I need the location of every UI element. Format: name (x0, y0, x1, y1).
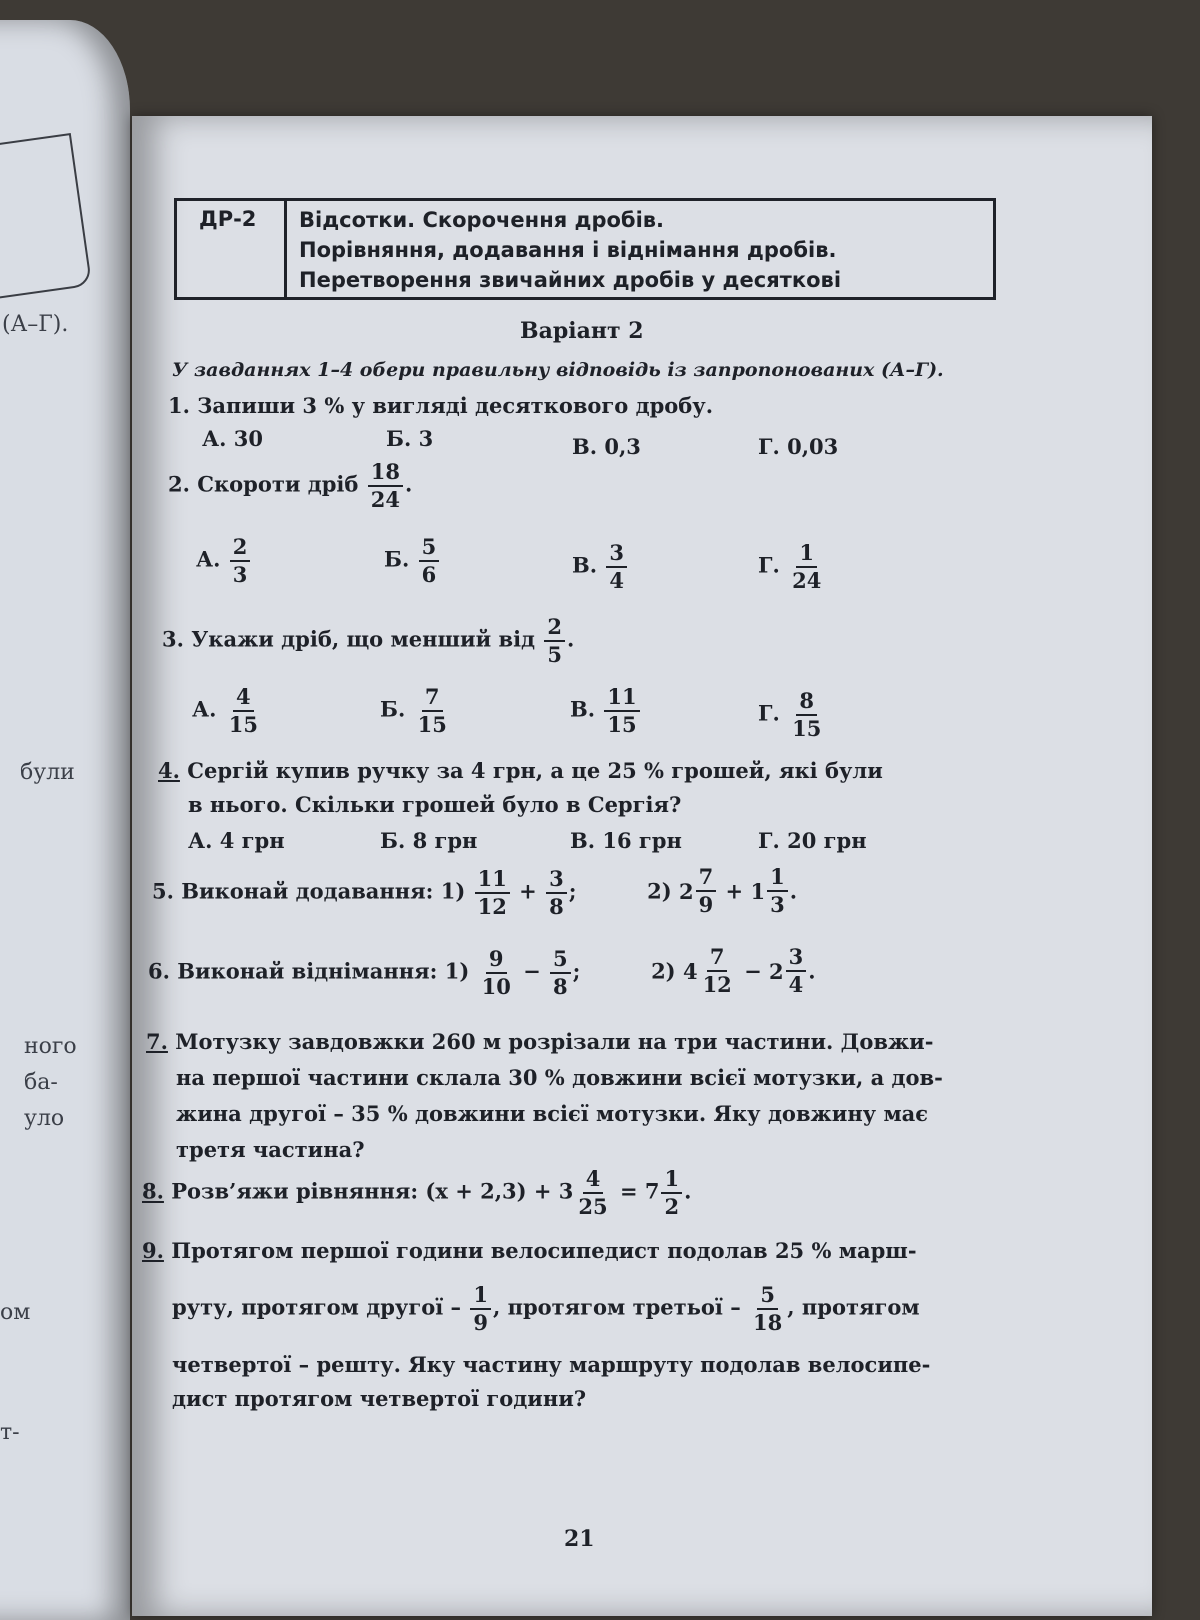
question-2-text: Скороти дріб (197, 471, 359, 497)
option-fraction (604, 686, 639, 736)
question-8-text: Розв’яжи рівняння: (171, 1178, 419, 1204)
q3-option-b (380, 686, 452, 736)
fraction-denominator: 15 (792, 716, 822, 742)
fraction-numerator: 4 (583, 1168, 604, 1194)
fraction (546, 868, 567, 918)
question-9-line-4: дист протягом четвертої години? (172, 1386, 587, 1411)
fraction-denominator: 5 (547, 642, 562, 668)
fraction-denominator: 15 (607, 712, 637, 738)
question-3-number: 3. (162, 626, 184, 652)
option-fraction (419, 536, 440, 586)
question-5 (152, 866, 797, 918)
question-3 (162, 616, 574, 666)
section-code: ДР-2 (177, 201, 287, 297)
separator: ; (572, 958, 581, 984)
fraction (786, 946, 807, 996)
question-4-line-1: Сергій купив ручку за 4 грн, а це 25 % грошей, які були (187, 758, 883, 783)
question-9-line-1 (142, 1238, 917, 1263)
question-1-text: Запиши 3 % у вигляді десяткового дробу. (197, 393, 714, 418)
question-8-expression: (x + 2,3) + 3 (425, 1178, 574, 1204)
whole-part: 2 (769, 958, 784, 984)
fraction-numerator: 2 (230, 536, 251, 562)
q3-option-d (758, 690, 826, 740)
workbook-page (132, 116, 1152, 1616)
fraction-denominator: 8 (553, 974, 568, 1000)
option-fraction (230, 536, 251, 586)
question-9-text-2a: руту, протягом другої – (172, 1294, 462, 1320)
fraction-denominator: 10 (481, 974, 511, 1000)
question-5-part-2: 2) (647, 878, 672, 904)
section-header (174, 198, 996, 300)
option-label: Г. (758, 700, 780, 726)
option-fraction (415, 686, 450, 736)
left-fragment-7: т- (0, 1420, 20, 1445)
fraction-numerator: 1 (661, 1168, 682, 1194)
question-6-part-1: 1) (444, 958, 470, 984)
option-label: Б. (384, 546, 410, 572)
question-7-line-2: на першої частини склала 30 % довжини всієї мотузки, а дов- (176, 1065, 943, 1090)
q4-option-a: А. 4 грн (188, 828, 285, 853)
question-9-text-1: Протягом першої години велосипедист подолав 25 % марш- (171, 1238, 917, 1263)
fraction-denominator: 3 (232, 562, 248, 588)
variant-title: Варіант 2 (520, 318, 644, 344)
fraction-numerator: 18 (368, 461, 403, 487)
equals-part: = 7 (619, 1178, 660, 1204)
fraction-numerator: 3 (606, 542, 627, 568)
question-3-fraction (544, 616, 565, 666)
fraction-denominator: 9 (698, 892, 714, 918)
question-4-line-2: в нього. Скільки грошей було в Сергія? (188, 792, 682, 817)
whole-part: 4 (682, 958, 698, 984)
question-2 (168, 461, 412, 511)
left-fragment-1: (А–Г). (2, 312, 69, 337)
fraction-numerator: 11 (604, 686, 639, 712)
fraction-numerator: 3 (786, 946, 807, 972)
question-3-period: . (567, 626, 575, 652)
question-1 (168, 393, 713, 418)
option-fraction (789, 542, 824, 592)
fraction-denominator: 25 (578, 1194, 608, 1220)
question-9-line-2 (172, 1284, 920, 1334)
fraction-denominator: 3 (770, 892, 785, 918)
q2-option-d (758, 542, 826, 592)
question-2-period: . (404, 471, 413, 497)
fraction (479, 948, 514, 998)
fraction-denominator: 24 (792, 568, 822, 594)
fraction-numerator: 1 (767, 866, 788, 892)
left-fragment-6: ом (0, 1300, 31, 1325)
section-titles (287, 201, 993, 297)
question-9-text-2c: , протягом (787, 1294, 920, 1320)
operator: − (523, 958, 541, 984)
option-label: Б. (380, 696, 406, 722)
question-5-number: 5. (152, 878, 174, 904)
fraction-numerator: 5 (419, 536, 440, 562)
fraction-denominator: 15 (228, 712, 258, 738)
fraction-denominator: 18 (753, 1310, 783, 1336)
page-number: 21 (564, 1526, 595, 1552)
mixed-number (750, 866, 789, 916)
option-fraction (606, 542, 627, 592)
q1-option-c: В. 0,3 (572, 434, 641, 459)
question-6 (148, 946, 816, 998)
option-label: Г. (758, 552, 780, 578)
question-1-number: 1. (168, 393, 190, 418)
q3-option-a (192, 686, 263, 736)
fraction-numerator: 5 (757, 1284, 778, 1310)
period: . (789, 878, 798, 904)
question-7-text-1: Мотузку завдовжки 260 м розрізали на три частини. Довжи- (175, 1029, 934, 1054)
question-7-number: 7. (146, 1029, 168, 1054)
fraction-denominator: 6 (421, 562, 437, 588)
fraction (750, 1284, 785, 1334)
left-fragment-3: ного (24, 1034, 77, 1059)
q4-option-d: Г. 20 грн (758, 828, 867, 853)
q1-option-b: Б. 3 (386, 426, 434, 451)
separator: ; (568, 878, 577, 904)
fraction (661, 1168, 682, 1218)
question-9-line-3: четвертої – решту. Яку частину маршруту подолав велосипе- (172, 1352, 931, 1377)
question-6-part-2: 2) (651, 958, 676, 984)
question-3-text: Укажи дріб, що менший від (191, 626, 536, 652)
section-title-line-2: Порівняння, додавання і віднімання дробів. (299, 238, 837, 262)
question-6-number: 6. (148, 958, 170, 984)
q2-option-c (572, 542, 629, 592)
question-4 (158, 758, 883, 783)
fraction-numerator: 7 (707, 946, 728, 972)
question-7-line-4: третя частина? (176, 1137, 365, 1162)
fraction (696, 866, 717, 916)
fraction-denominator: 4 (609, 568, 624, 594)
question-8 (142, 1168, 691, 1218)
fraction-numerator: 4 (233, 686, 254, 712)
left-fragment-5: уло (24, 1106, 65, 1131)
fraction-numerator: 3 (546, 868, 567, 894)
question-7-line-1 (146, 1024, 1016, 1060)
fraction-denominator: 4 (788, 972, 804, 998)
fraction-numerator: 9 (486, 948, 507, 974)
fraction-denominator: 12 (477, 894, 507, 920)
left-fragment-4: ба- (24, 1070, 58, 1095)
q2-option-b (384, 536, 441, 586)
instruction-text: У завданнях 1–4 обери правильну відповідь із запропонованих (А–Г). (172, 359, 944, 381)
fraction (475, 868, 510, 918)
operator: + (725, 878, 744, 904)
question-5-text: Виконай додавання: (181, 878, 434, 904)
q1-option-d: Г. 0,03 (758, 434, 839, 459)
fraction-denominator: 8 (549, 894, 564, 920)
fraction-denominator: 2 (664, 1194, 680, 1220)
left-page-box (0, 133, 92, 301)
q3-option-c (570, 686, 642, 736)
fraction-numerator: 7 (696, 866, 717, 892)
fraction (575, 1168, 610, 1218)
question-2-number: 2. (168, 471, 190, 497)
option-fraction (226, 686, 261, 736)
fraction-denominator: 12 (702, 972, 732, 998)
question-6-text: Виконай віднімання: (177, 958, 438, 984)
operator: + (519, 878, 537, 904)
q4-option-b: Б. 8 грн (380, 828, 478, 853)
option-fraction (789, 690, 824, 740)
option-label: А. (196, 546, 221, 572)
fraction (700, 946, 735, 996)
left-fragment-2: були (20, 760, 75, 785)
fraction-numerator: 7 (422, 686, 443, 712)
question-9-number: 9. (142, 1238, 164, 1263)
q2-option-a (196, 536, 252, 586)
question-7-line-3: жина другої – 35 % довжини всієї мотузки. Яку довжину має (176, 1101, 929, 1126)
option-label: А. (192, 696, 217, 722)
question-5-part-1: 1) (440, 878, 466, 904)
q4-option-c: В. 16 грн (570, 828, 682, 853)
option-label: В. (570, 696, 596, 722)
mixed-number (769, 946, 808, 996)
section-title-line-3: Перетворення звичайних дробів у десяткові (299, 268, 842, 292)
operator: − (744, 958, 762, 984)
fraction-denominator: 24 (370, 487, 400, 513)
fraction-numerator: 1 (796, 542, 817, 568)
period: . (684, 1178, 692, 1204)
fraction (767, 866, 788, 916)
fraction-denominator: 15 (417, 712, 447, 738)
fraction-numerator: 2 (544, 616, 565, 642)
fraction (470, 1284, 491, 1334)
whole-part: 1 (750, 878, 766, 904)
mixed-number (679, 866, 718, 916)
period: . (808, 958, 816, 984)
fraction-numerator: 5 (550, 948, 571, 974)
question-4-number: 4. (158, 758, 180, 783)
fraction-numerator: 8 (796, 690, 817, 716)
section-title-line-1: Відсотки. Скорочення дробів. (299, 208, 665, 232)
whole-part: 2 (678, 878, 694, 904)
question-2-fraction (368, 461, 403, 511)
fraction-numerator: 11 (475, 868, 510, 894)
q1-option-a: А. 30 (202, 426, 263, 451)
left-page (0, 20, 130, 1620)
question-8-number: 8. (142, 1178, 164, 1204)
question-9-text-2b: , протягом третьої – (492, 1294, 741, 1320)
question-7 (146, 1024, 1016, 1168)
option-label: В. (572, 552, 598, 578)
mixed-number (683, 946, 737, 996)
fraction (550, 948, 571, 998)
fraction-numerator: 1 (470, 1284, 491, 1310)
fraction-denominator: 9 (473, 1310, 488, 1336)
